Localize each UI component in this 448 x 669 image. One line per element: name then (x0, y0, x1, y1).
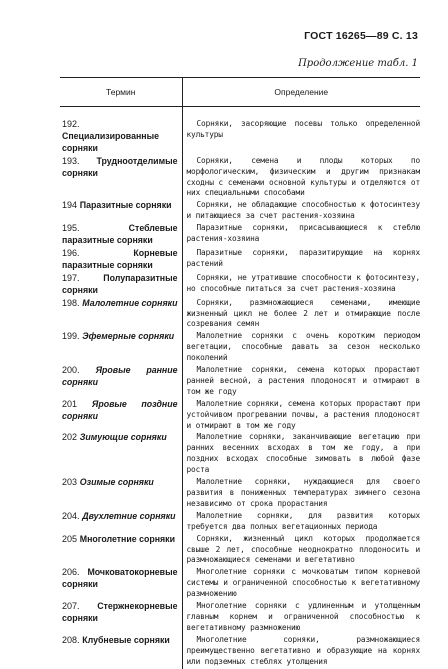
term-cell (60, 399, 182, 433)
definition-cell (182, 477, 420, 511)
table-row (60, 156, 420, 201)
definition-text: Многолетние сорняки с мочковатым типом корневой системы и ограниченной способностью к вегетативному размножению (186, 567, 420, 599)
definition-cell (182, 223, 420, 248)
definition-text: Паразитные сорняки, паразитирующие на корнях растений (186, 247, 420, 268)
term-name: Клубневые сорняки (82, 634, 170, 645)
term-cell (60, 477, 182, 511)
definition-text: Малолетние сорняки, семена которых прорастают при устойчивом прогревании почвы, а растения плодоносят и отмирают в том же году (186, 398, 420, 430)
term-name: Зимующие сорняки (79, 432, 167, 443)
term-cell (60, 156, 182, 201)
term-name: Корневые паразитные сорняки (62, 247, 178, 270)
term-number: 192. (62, 119, 80, 129)
term-number: 206. (62, 567, 80, 578)
term-cell (60, 635, 182, 669)
term-cell (60, 223, 182, 248)
term-number: 208. (62, 634, 80, 645)
term-number: 201 (62, 398, 78, 409)
definition-cell (182, 156, 420, 201)
term-number: 205 (62, 533, 78, 544)
definition-text: Сорняки, не утратившие способности к фотосинтезу, но способные питаться за счет растения-хозяина (186, 272, 420, 293)
term-cell (60, 248, 182, 273)
term-entry (60, 298, 182, 310)
table-row (60, 273, 420, 298)
term-entry (60, 156, 182, 180)
term-entry (60, 511, 182, 523)
term-cell (60, 601, 182, 635)
definition-cell (182, 432, 420, 477)
definition-cell (182, 365, 420, 399)
definition-cell (182, 298, 420, 332)
table-row (60, 248, 420, 273)
term-cell (60, 432, 182, 477)
term-entry (60, 601, 182, 625)
term-name: Паразитные сорняки (79, 200, 172, 211)
definition-cell (182, 248, 420, 273)
definition-cell (182, 399, 420, 433)
term-cell (60, 119, 182, 156)
table-row (60, 432, 420, 477)
term-cell (60, 200, 182, 223)
definition-cell (182, 635, 420, 669)
term-number: 204. (62, 510, 80, 521)
term-name: Трудноотделимые сорняки (62, 155, 178, 178)
definition-cell (182, 331, 420, 365)
term-entry (60, 200, 182, 212)
definition-text: Сорняки, не обладающие способностью к фотосинтезу и питающиеся за счет растения-хозяина (186, 200, 420, 221)
term-number: 197. (62, 272, 80, 283)
page-header: ГОСТ 16265—89 С. 13 (304, 30, 418, 42)
term-name: Мочковатокорневые сорняки (62, 567, 178, 590)
term-number: 202 (62, 432, 78, 443)
term-entry (60, 635, 182, 647)
term-number: 195. (62, 223, 80, 234)
term-cell (60, 298, 182, 332)
term-name: Многолетние сорняки (79, 533, 175, 544)
term-name: Яровые ранние сорняки (62, 365, 178, 387)
table-row (60, 567, 420, 601)
term-name: Полупаразитные сорняки (62, 272, 178, 295)
column-header-term: Термин (60, 78, 182, 107)
column-header-definition: Определение (182, 78, 420, 107)
table-header-row (60, 78, 420, 107)
definition-cell (182, 511, 420, 534)
table-row (60, 365, 420, 399)
term-name: Эфемерные сорняки (82, 331, 175, 342)
definition-text: Сорняки, семена и плоды которых по морфологическим, физическим и другим признакам сходны с семенами основной культуры и отделяются от них специальными способами (186, 155, 420, 198)
term-name: Яровые поздние сорняки (62, 398, 178, 421)
terms-table (60, 77, 420, 669)
term-name: Стержнекорневые сорняки (62, 601, 178, 623)
definition-text: Малолетние сорняки с очень коротким периодом вегетации, способные давать за сезон несколько поколений (186, 331, 420, 363)
definition-text: Сорняки, жизненный цикл которых продолжается свыше 2 лет, способные неоднократно плодоносить и размножающиеся семенами и вегетативно (186, 533, 420, 565)
definition-cell (182, 119, 420, 156)
term-name: Озимые сорняки (79, 477, 154, 488)
term-number: 207. (62, 601, 80, 612)
table-row (60, 477, 420, 511)
term-number: 194 (62, 200, 78, 211)
definition-text: Малолетние сорняки, нуждающиеся для своего развития в пониженных температурах зимнего сезона независимо от срока прорастания (186, 477, 420, 508)
table-row (60, 200, 420, 223)
definition-text: Многолетние сорняки с удлиненным и утолщенным главным корнем и ограниченной способностью к вегетативному размножению (186, 601, 420, 632)
definition-text: Сорняки, засоряющие посевы только определенной культуры (186, 119, 420, 139)
term-entry (60, 365, 182, 389)
term-number: 193. (62, 155, 80, 166)
term-number: 200. (62, 365, 80, 376)
table-row (60, 601, 420, 635)
term-number: 198. (62, 297, 80, 308)
definition-text: Малолетние сорняки, семена которых прорастают ранней весной, а растения плодоносят и отмирают в том же году (186, 365, 420, 396)
definition-cell (182, 601, 420, 635)
definition-cell (182, 200, 420, 223)
table-row (60, 331, 420, 365)
term-name: Малолетние сорняки (82, 297, 178, 308)
term-entry (60, 477, 182, 489)
term-number: 199. (62, 331, 80, 342)
term-name: Стеблевые паразитные сорняки (62, 223, 178, 246)
table-row (60, 511, 420, 534)
table-row (60, 223, 420, 248)
table-row (60, 298, 420, 332)
term-entry (60, 567, 182, 591)
definition-text: Сорняки, размножающиеся семенами, имеющие жизненный цикл не более 2 лет и отмирающие после созревания семян (186, 297, 420, 329)
term-cell (60, 511, 182, 534)
definition-text: Паразитные сорняки, присасывающиеся к стеблю растения-хозяина (186, 223, 420, 244)
term-cell (60, 365, 182, 399)
term-entry (60, 223, 182, 247)
term-number: 196. (62, 247, 80, 258)
table-continuation-label: Продолжение табл. 1 (298, 58, 418, 69)
term-entry (60, 248, 182, 272)
table-row (60, 399, 420, 433)
term-cell (60, 273, 182, 298)
term-cell (60, 567, 182, 601)
terms-table-container (60, 77, 420, 669)
table-spacer-row (60, 107, 420, 120)
definition-text: Малолетние сорняки, заканчивающие вегетацию при ранних весенних всходах в том же году, а при поздних всходах способные зимовать в любой фазе роста (186, 432, 420, 475)
definition-cell (182, 534, 420, 568)
term-entry (60, 119, 182, 155)
term-name: Двухлетние сорняки (82, 510, 176, 521)
term-number: 203 (62, 477, 78, 488)
term-cell (60, 534, 182, 568)
term-entry (60, 331, 182, 343)
table-row (60, 119, 420, 156)
definition-text: Малолетние сорняки, для развития которых требуется два полных вегетационных периода (186, 510, 420, 531)
term-entry (60, 534, 182, 546)
table-row (60, 635, 420, 669)
term-name: Специализированные сорняки (62, 130, 160, 153)
term-cell (60, 331, 182, 365)
table-row (60, 534, 420, 568)
term-entry (60, 399, 182, 423)
definition-cell (182, 273, 420, 298)
term-entry (60, 273, 182, 297)
definition-text: Многолетние сорняки, размножающиеся преимущественно вегетативно и образующие на корнях или подземных стеблях утолщения (186, 634, 420, 666)
table-body (60, 107, 420, 669)
term-entry (60, 432, 182, 444)
definition-cell (182, 567, 420, 601)
